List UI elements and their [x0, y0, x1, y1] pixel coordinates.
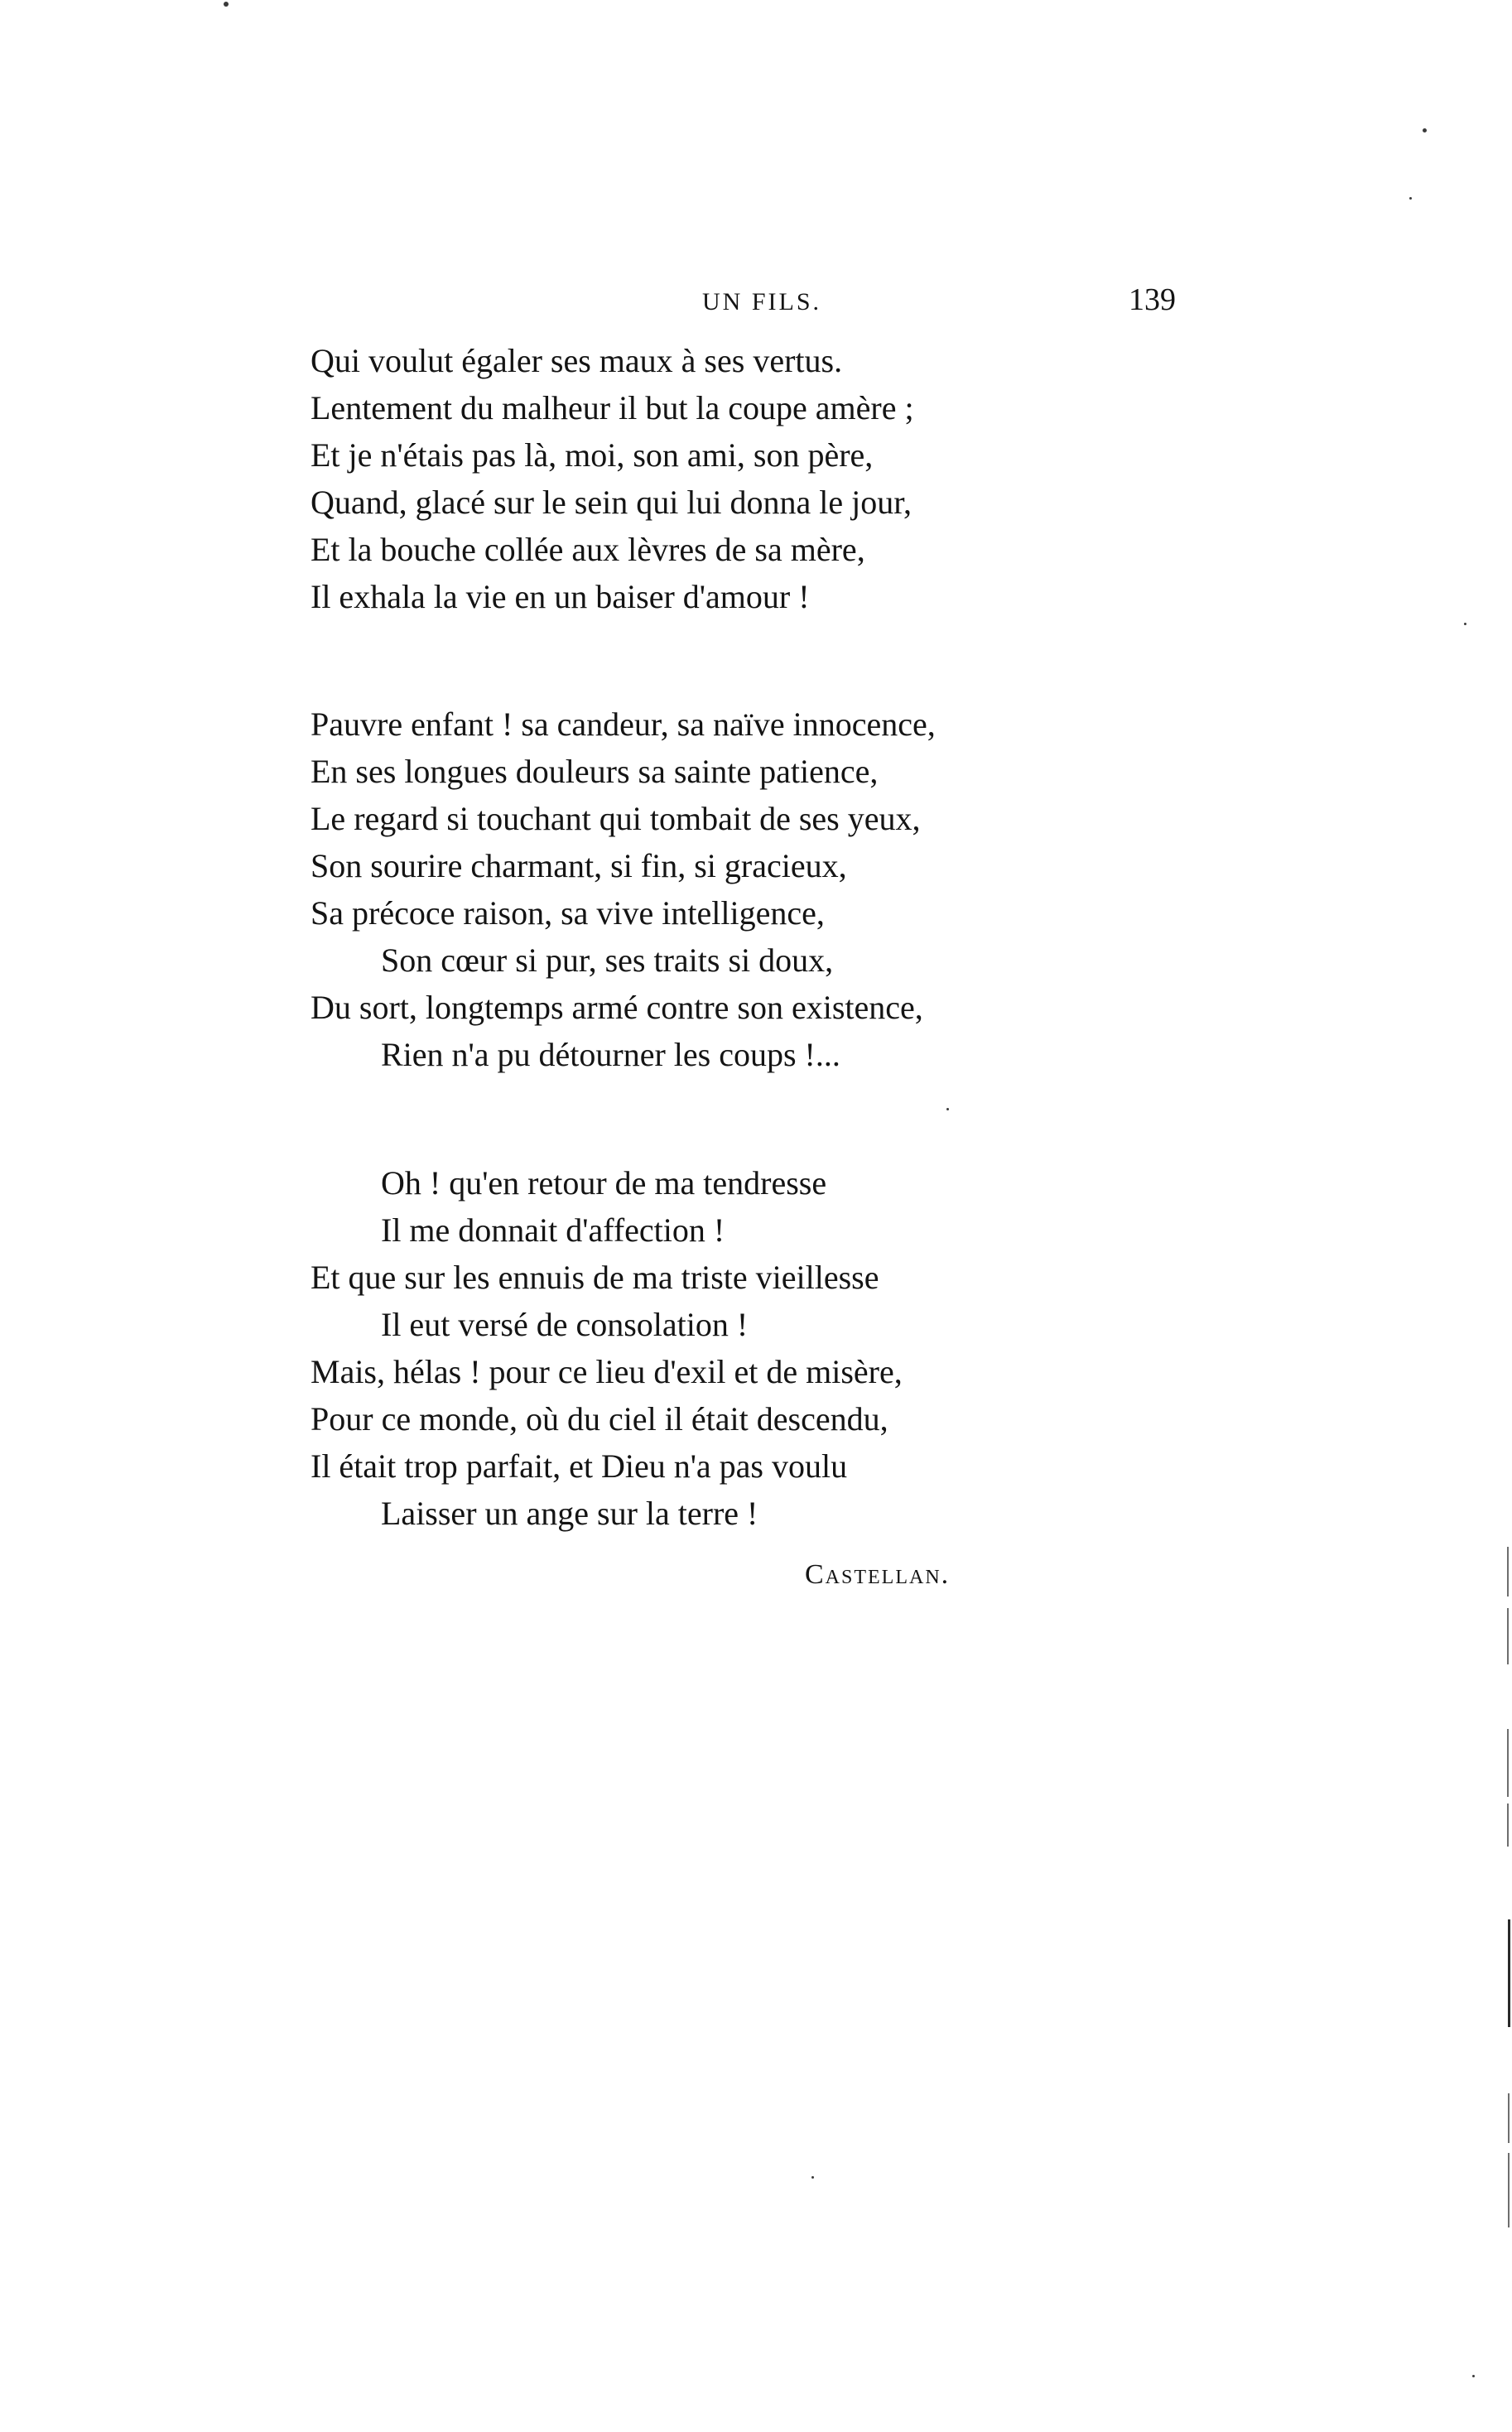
scan-edge-line: [1508, 2153, 1510, 2227]
verse-line-indented: Il me donnait d'affection !: [381, 1211, 725, 1249]
verse-line: Et je n'étais pas là, moi, son ami, son père,: [311, 436, 874, 474]
verse-line: En ses longues douleurs sa sainte patience,: [311, 753, 879, 790]
verse-line: Et que sur les ennuis de ma triste vieillesse: [311, 1259, 879, 1296]
scan-edge-line: [1507, 1729, 1509, 1797]
scan-speck: [1464, 623, 1466, 625]
verse-line: Le regard si touchant qui tombait de ses yeux,: [311, 800, 921, 837]
verse-line: Pauvre enfant ! sa candeur, sa naïve innocence,: [311, 706, 936, 743]
scan-speck: [1409, 197, 1412, 200]
verse-line: Il était trop parfait, et Dieu n'a pas voulu: [311, 1447, 848, 1485]
verse-line: Mais, hélas ! pour ce lieu d'exil et de misère,: [311, 1353, 903, 1390]
verse-line: Son sourire charmant, si fin, si gracieux,: [311, 847, 847, 884]
verse-line: Du sort, longtemps armé contre son existence,: [311, 989, 923, 1026]
verse-line: Quand, glacé sur le sein qui lui donna le jour,: [311, 484, 912, 521]
stanza-2: [311, 701, 1172, 1078]
scan-edge-line: [1507, 1547, 1509, 1596]
verse-line: Il exhala la vie en un baiser d'amour !: [311, 578, 810, 615]
verse-line: Sa précoce raison, sa vive intelligence,: [311, 894, 825, 932]
scan-edge-line: [1507, 1608, 1509, 1664]
stanza-3: [311, 1159, 1172, 1537]
scan-edge-line: [1508, 2093, 1510, 2143]
page-number: 139: [1129, 282, 1176, 317]
verse-line-indented: Son cœur si pur, ses traits si doux,: [381, 941, 834, 979]
verse-line: Qui voulut égaler ses maux à ses vertus.: [311, 342, 843, 379]
verse-line: Et la bouche collée aux lèvres de sa mère,: [311, 531, 865, 568]
stanza-1: [311, 337, 1172, 620]
scan-speck: [1472, 2375, 1475, 2377]
verse-line: Lentement du malheur il but la coupe amère ;: [311, 389, 914, 426]
verse-line: Pour ce monde, où du ciel il était descendu,: [311, 1400, 888, 1438]
verse-line-indented: Laisser un ange sur la terre !: [381, 1495, 758, 1532]
scan-speck: [1423, 128, 1427, 132]
scan-speck: [224, 2, 229, 7]
scan-speck: [946, 1108, 949, 1110]
author-signature: Castellan.: [805, 1559, 951, 1590]
running-title: UN FILS.: [701, 288, 821, 315]
scan-edge-line: [1507, 1804, 1509, 1847]
verse-line-indented: Il eut versé de consolation !: [381, 1306, 749, 1343]
scan-speck: [811, 2176, 814, 2179]
verse-line-indented: Oh ! qu'en retour de ma tendresse: [381, 1164, 827, 1202]
verse-line-indented: Rien n'a pu détourner les coups !...: [381, 1036, 840, 1073]
scan-edge-line: [1508, 1919, 1510, 2027]
